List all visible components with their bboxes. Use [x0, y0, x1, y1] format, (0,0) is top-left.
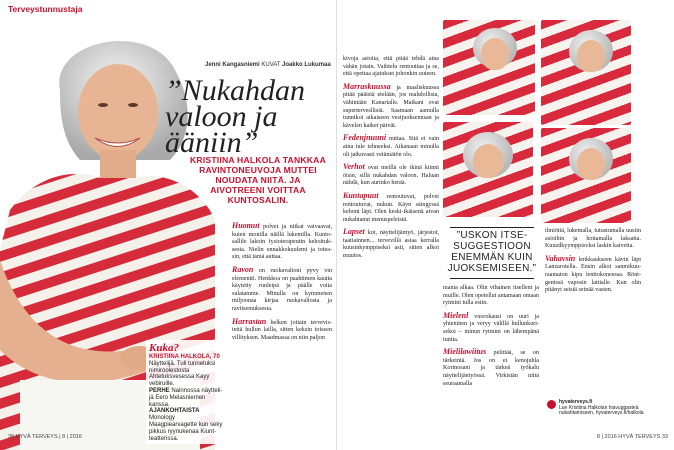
paragraph-lead: Mielenl [443, 310, 469, 320]
paragraph-text: kot, näyttelijäntyö, järjestot, taatiainnen... tervevillä asiaa kerralla kuusinkymppiseksi asti, sitten alkoi muutos. [343, 230, 439, 260]
paragraph-lead: Harrastan [232, 316, 267, 326]
paragraph [545, 228, 641, 251]
paragraph-lead: Verhot [343, 162, 365, 172]
paragraph-text: ovat meillä ole ikinä kiinni öisin, sillä nukahdan valoon. Haluan nähdä, kun aurinko herää. [343, 165, 439, 187]
website-icon [547, 400, 556, 409]
quote-rule-bottom [450, 278, 534, 279]
paragraph [343, 56, 439, 79]
paragraph-lead: Vahavsin [545, 253, 576, 263]
quote-rule-top [450, 227, 534, 228]
photographer-name: Joakko Lukumaa [282, 62, 331, 68]
kuka-text: Näyttelijä. Tuli tunnetuksi nimiroolestosta Ahtetuksvesessa Kayy vebiruille. [149, 360, 216, 388]
paragraph [343, 192, 439, 224]
text-column-1 [232, 222, 332, 346]
kuka-name: KRISTIINA HALKOLA, 70 [149, 354, 220, 360]
paragraph [343, 134, 439, 159]
photo-top-left [443, 20, 535, 115]
paragraph-text: vuorokausi on uuri ja yhteninen ja veryy välillä hullunkurisekoi – minun rytmini on lähempänä tuntia. [443, 313, 539, 343]
article-deck: KRISTIINA HALKOLA TANKKAA RAVINTONEUVOJA MUTTEI NOUDATA NIITÄ. JA AIVOTREENI VOITTAA KUNTOSALIN. [190, 155, 326, 205]
paragraph-text: on ruokavalioni pyvy vin elementti. Henkkoa on paahtimen kautta käytetty runleipä ja päälle voita sulatamme. Minulla on kymmenen miljoonaa kirjaa ruokavaliosta ja ravitsemuksesta. [232, 267, 332, 312]
kuka-perhe-label: PERHE [149, 387, 170, 394]
paragraph [343, 83, 439, 131]
kuka-info-box [146, 340, 226, 444]
paragraph-text: polvet ja niikat vaivaavat, kuten monilla näillä lukemilla. Kuntosallile lakoin fysioterapeutin kehoituksesta. Nielin ennakkokuulemi ja toteasin, että tämä auttaa. [232, 224, 332, 261]
text-column-2 [343, 56, 439, 265]
paragraph-text: rentoutuvat, polvet rentoutuvat, nukun. Käyn säingyssä kehoni läpi. Olen keski-ikäisenä aivan nukahtanut menuspeleistä. [343, 193, 439, 223]
paragraph-text: mania alkaa. Olin vihainen itselleni ja muille. Olen opetellut antamaan omaan rytmini tulla esiin. [443, 285, 539, 307]
section-tag: Terveystunnustaja [8, 4, 83, 14]
photo-credit-label: KUVAT [261, 62, 281, 68]
article-headline: ”Nukahdan valoon ja ääniin” [165, 74, 306, 159]
paragraph-text: helken joitain tervevistettä hullun lailla, sitten keksin toiseen villityksen. Maadmassa on niin paljon [232, 319, 332, 341]
text-column-4 [545, 228, 641, 299]
author-name: Jenni Kangasniemi [205, 62, 260, 68]
paragraph [545, 255, 641, 295]
kuka-ajankohtaista-label: AJANKOHTAISTA [149, 408, 200, 415]
kuka-ajankohtaista: Monology Maagpiearvagette kun seky pikkus ryynukenaa Kiuntteatterissa. [149, 415, 223, 442]
pull-quote: ”USKON ITSESUGGESTIOON ENEMMÄN KUIN JUOKSEMISEEN.” [447, 230, 537, 274]
paragraph-text: pelittää, se on tärkeintä. Jos on ei kenojuhla Korinosani ja tärkeä työkalu näyttelijäntyössä. Virkistän niitä seuraamalla [443, 350, 539, 387]
paragraph-text: ilmiöitä, lukemalla, tutustumalla uusiin asioihin ja hoitamalla laksatta. Kuuzdkyymppisvksi laskin kaivetta. [545, 228, 641, 250]
paragraph [443, 348, 539, 388]
kuka-perhe: Nainnossa näyttelijä Eero Melasniemen kanssa. [149, 387, 223, 408]
paragraph-lead: Fedenjnuuni [343, 133, 387, 143]
website-tip-title: hyvaterveys.fi [559, 399, 593, 405]
photo-top-right [541, 20, 631, 125]
website-tip-text: Lue Kristiina Halkolan hiavuggasteä nukahtamiseen, hyvaterveys.fi/halkola [559, 404, 644, 417]
kuka-title: Kuka? [149, 342, 179, 354]
paragraph-lead: Ravon [232, 264, 254, 274]
footer-right: 8 | 2016 HYVÄ TERVEYS 33 [597, 434, 668, 440]
paragraph [343, 228, 439, 260]
photo-bottom-right [541, 128, 631, 223]
paragraph-lead: Mielilawiitus [443, 347, 487, 357]
paragraph [232, 266, 332, 314]
paragraph-lead: Marraskuussa [343, 81, 391, 91]
paragraph-text: nuttaa. Sitä ei vain aina tule tehneeksi. Aikanaan minulla oli jatkuvasti vetämätön olo. [343, 136, 439, 158]
article-credits [205, 62, 331, 68]
paragraph-lead: Lapset [343, 227, 365, 237]
text-column-3 [443, 285, 539, 392]
paragraph [443, 285, 539, 308]
photo-bottom-left [443, 122, 533, 217]
paragraph-text: kivoja asioita, että pitää tehdä aina vähän jotain. Vaihtelu rentouttaa ja se, että opettaa ajatukset johonkin uuteen. [343, 56, 439, 78]
right-page [337, 0, 674, 450]
paragraph [343, 163, 439, 188]
paragraph-lead: Kuntapuut [343, 190, 379, 200]
paragraph-text: lenkkaukseen kävin läpi Lanzarotella. Ensin alkoi sanmikuuraamaton kipu lenttokoneessa. Röntgenissä vaposin lattialle. Kun olin pitänyt seistä seinää vasten. [545, 256, 641, 294]
paragraph [232, 222, 332, 262]
paragraph [443, 312, 539, 344]
paragraph-lead: Huomut [232, 221, 260, 230]
website-tip-box [547, 400, 657, 428]
paragraph [232, 318, 332, 343]
footer-left: 38 HYVÄ TERVEYS | 8 | 2016 [8, 434, 82, 440]
paragraph-text: ja maaliskuussa pitää pääistä etelään, jos mahdollista, vähintään Kanarialle. Matkani ovat supertervesllisiä. Saamaan aamulla tunnikoi aikaiseen vesijuoksennsan ja kävelen kaiket päivät. [343, 84, 439, 129]
